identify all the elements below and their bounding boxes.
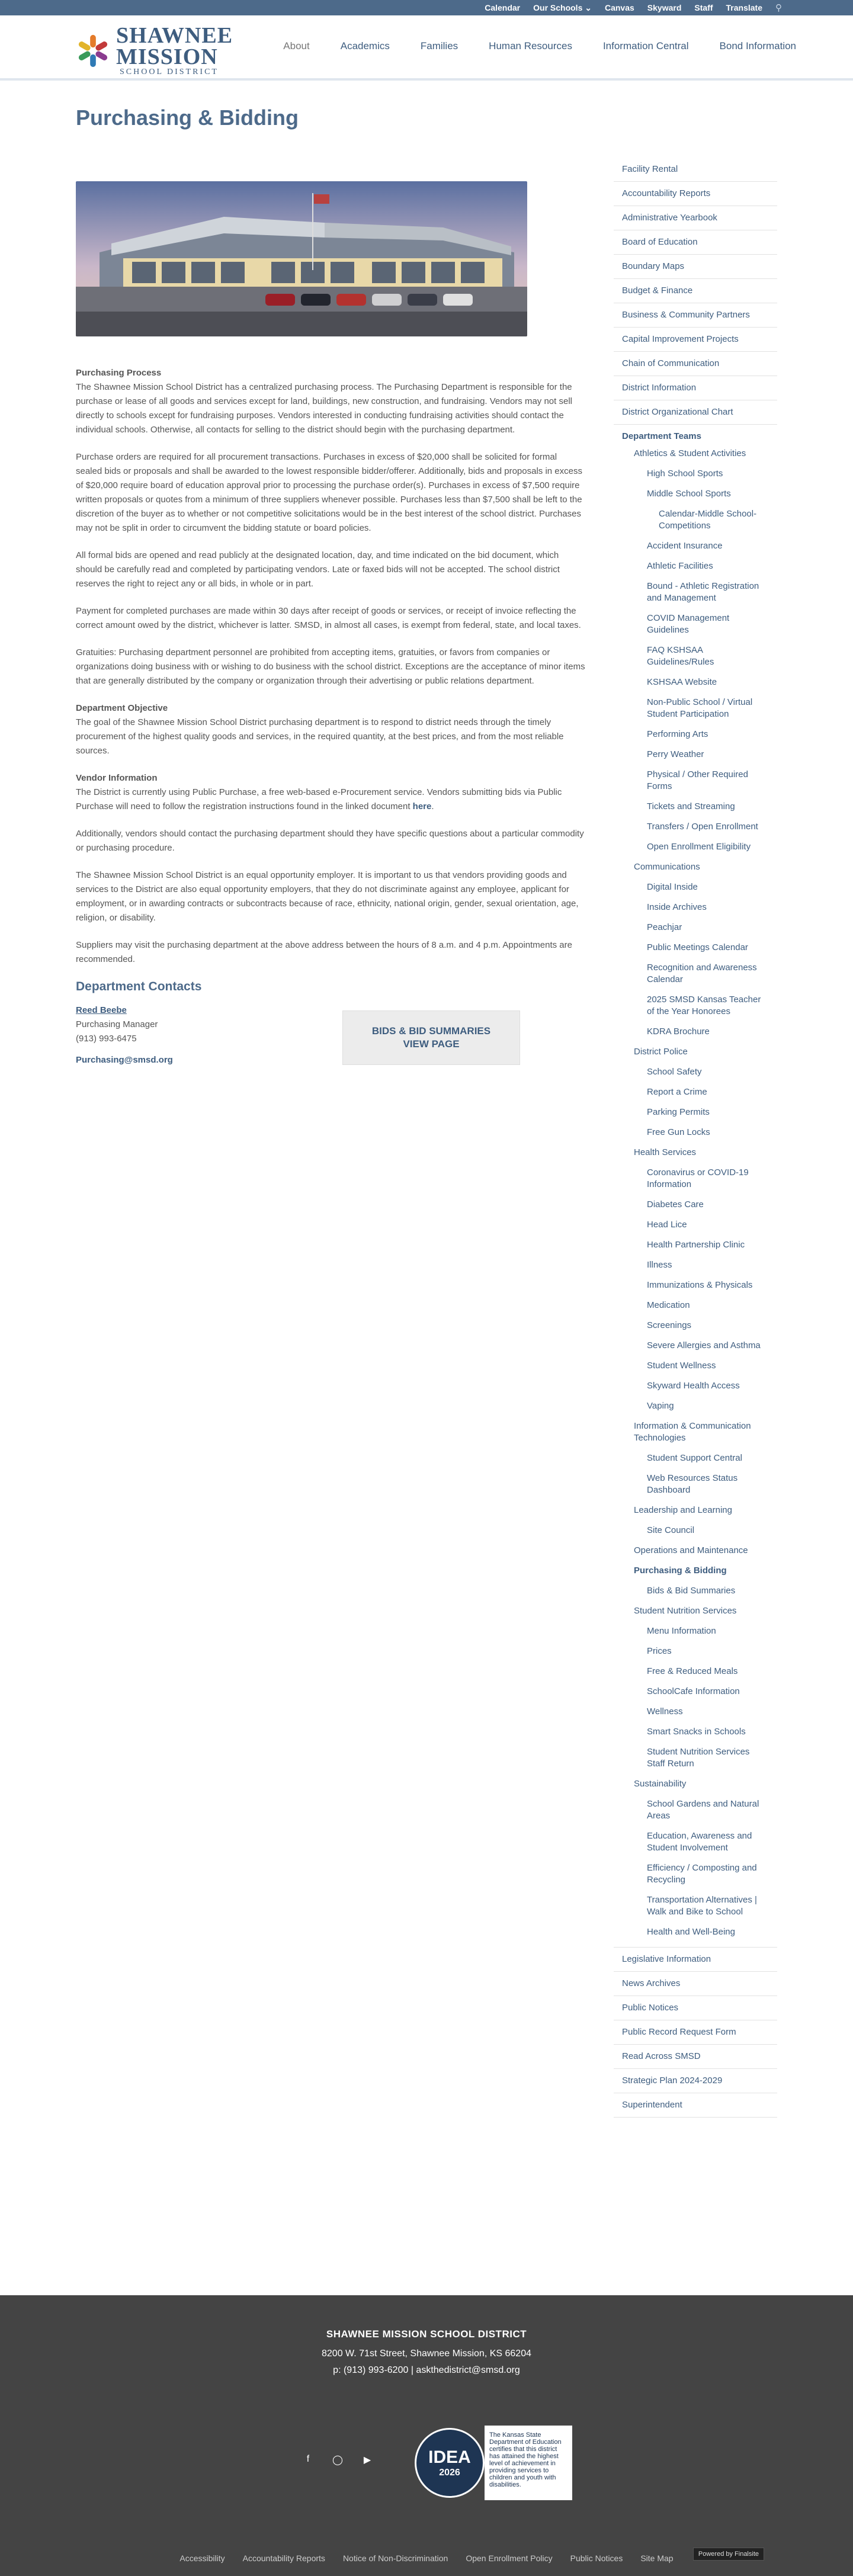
nav-families[interactable]: Families <box>420 40 458 52</box>
canvas-link[interactable]: Canvas <box>604 3 634 12</box>
nav-academics[interactable]: Academics <box>340 40 390 52</box>
contact-card <box>76 1003 342 1067</box>
sidebar-subitem[interactable]: Smart Snacks in Schools <box>647 1727 746 1737</box>
sidebar-subitem[interactable]: Report a Crime <box>647 1087 707 1097</box>
department-objective-heading: Department Objective <box>76 703 168 713</box>
sidebar-subitem[interactable]: Athletic Facilities <box>647 561 713 571</box>
sidebar-item[interactable]: Administrative Yearbook <box>614 206 777 230</box>
contact-email[interactable]: Purchasing@smsd.org <box>76 1055 173 1065</box>
sidebar-item[interactable]: Public Notices <box>614 1996 777 2020</box>
logo-line-1: SHAWNEE <box>116 23 233 48</box>
sidebar-subitem[interactable]: Free & Reduced Meals <box>647 1666 738 1676</box>
purchasing-process-text: The Shawnee Mission School District has a centralized purchasing process. The Purchasing Department is responsible for the purchase or lease of all goods and services except for land, buildings, new construction, and fundraising. Vendors may not sell directly to schools except for fundraising purposes. Vendors interested in conducting fundraising activities should contact the individual schools. Otherwise, all contacts for selling to the district should begin with the purchasing department. <box>76 382 572 435</box>
sidebar-subitem[interactable]: Vaping <box>647 1401 674 1411</box>
translate-link[interactable]: Translate <box>726 3 762 12</box>
site-footer <box>0 2295 853 2576</box>
sidebar-subitem[interactable]: Wellness <box>647 1706 683 1717</box>
department-objective-text: The goal of the Shawnee Mission School District purchasing department is to respond to district needs through the timely procurement of the highest quality goods and services, in the required quantity, at the best prices, and from the most reliable sources. <box>76 717 564 756</box>
sidebar-subitem[interactable]: Medication <box>647 1300 690 1310</box>
sidebar-subitem-communications[interactable]: Communications <box>634 862 700 872</box>
sidebar-subitem[interactable]: Efficiency / Composting and Recycling <box>647 1863 757 1885</box>
sidebar-subitem[interactable]: School Safety <box>647 1067 702 1077</box>
sidebar-subitem[interactable]: Bound - Athletic Registration and Management <box>647 581 759 603</box>
sidebar-subitem[interactable]: Open Enrollment Eligibility <box>647 842 751 852</box>
sidebar-item[interactable]: Business & Community Partners <box>614 303 777 328</box>
chevron-down-icon: ⌄ <box>585 2 592 12</box>
sidebar-subitem-operations[interactable]: Operations and Maintenance <box>634 1545 748 1555</box>
sidebar-subitem[interactable]: Tickets and Streaming <box>647 801 735 811</box>
sidebar-item[interactable]: Facility Rental <box>614 158 777 182</box>
sidebar-subitem[interactable]: Screenings <box>647 1320 692 1330</box>
sidebar-item[interactable]: Superintendent <box>614 2093 777 2118</box>
gratuities-paragraph: Gratuities: Purchasing department personnel are prohibited from accepting items, gratuities, or favors from companies or organizations doing business with or wishing to do business with the school district. Exceptions are the acceptance of minor items that are generally distributed by the company or organization through their advertising or public relations department. <box>76 647 585 686</box>
sidebar-subitem[interactable]: Site Council <box>647 1525 695 1535</box>
payment-paragraph: Payment for completed purchases are made within 30 days after receipt of goods or services, or receipt of invoice reflecting the correct amount owed by the district, whichever is latter. SMSD, in almost all cases, is exempt from federal, state, and local taxes. <box>76 606 581 630</box>
idea-award <box>415 2426 572 2500</box>
vendor-registration-link[interactable]: here <box>412 801 432 811</box>
logo-line-2: MISSION <box>116 44 218 69</box>
purchase-orders-paragraph: Purchase orders are required for all procurement transactions. Purchases in excess of $20,000 shall be solicited for formal sealed bids or proposals and shall be awarded to the lowest responsible bidder/offerer. Additionally, bids and proposals in excess of $20,000 require board of education approval prior to processing the purchase order(s). Purchases in excess of $7,500 require written proposals or quotes from a minimum of three suppliers whenever possible. Purchases less than $7,500 shall be left to the discretion of the buyer as to whether or not competitive solicitations would be in the best interest of the school district. Purchases may not be split in order to circumvent the bidding statute or board policies. <box>76 452 582 533</box>
logo-star-icon <box>76 34 110 68</box>
sidebar-subitem[interactable]: Education, Awareness and Student Involvement <box>647 1831 752 1853</box>
district-logo[interactable] <box>76 25 233 77</box>
footer-link[interactable]: Open Enrollment Policy <box>466 2553 553 2563</box>
sidebar-subitem[interactable]: Peachjar <box>647 922 682 932</box>
sidebar-subitem[interactable]: SchoolCafe Information <box>647 1686 740 1696</box>
sidebar-subitem[interactable]: School Gardens and Natural Areas <box>647 1799 759 1821</box>
bids-summaries-button[interactable] <box>342 1010 520 1065</box>
purchasing-process-heading: Purchasing Process <box>76 368 162 378</box>
sidebar-subitem[interactable]: FAQ KSHSAA Guidelines/Rules <box>647 645 714 667</box>
sidebar-subitem-sustainability[interactable]: Sustainability <box>634 1779 687 1789</box>
sidebar-subitem-health[interactable]: Health Services <box>634 1147 697 1157</box>
sidebar-subitem[interactable]: Recognition and Awareness Calendar <box>647 963 757 984</box>
sidebar-subitem[interactable]: Non-Public School / Virtual Student Participation <box>647 697 753 719</box>
main-content: Purchasing Process The Shawnee Mission School District has a centralized purchasing process. The Purchasing Department is responsible for the purchase or lease of all goods and services except for land, buildings, new construction, and fundraising. Vendors may not sell directly to schools except for fundraising purposes. Vendors interested in conducting fundraising activities should contact the individual schools. Otherwise, all contacts for selling to the district should begin with the purchasing department. Purchase orders are required for all procurement transactions. Purchases in excess of $20,000 shall be solicited for formal sealed bids or proposals and shall be awarded to the lowest responsible bidder/offerer. Additionally, bids and proposals in excess of $20,000 require board of education approval prior to processing the purchase order(s). Purchases in excess of $7,500 require written proposals or quotes from a minimum of three suppliers whenever possible. Purchases less than $7,500 shall be left to the discretion of the buyer as to whether or not competitive solicitations would be in the best interest of the school district. Purchases may not be split in order to circumvent the bidding statute or board policies. All formal bids are opened and read publicly at the designated location, day, and time indicated on the bid document, which should be carefully read and completed by participating vendors. Late or faxed bids will not be accepted. The school district reserves the right to reject any or all bids, in whole or in part. Payment for completed purchases are made within 30 days after receipt of goods or services, or receipt of invoice reflecting the correct amount owed by the district, whichever is latter. SMSD, in almost all cases, is exempt from federal, state, and local taxes. Gratuities: Purchasing department personnel are prohibited from accepting items, gratuities, or favors from companies or organizations doing business with or wishing to do business with the school district. Exceptions are the acceptance of minor items that are generally distributed by the company or organization through their advertising or public relations department. Department Objective The goal of the Shawnee Mission School District purchasing department is to respond to district needs through the timely procurement of the highest quality goods and services, in the required quantity, at the best prices, and from the most reliable sources. Vendor Information The District is currently using Public Purchase, a free web-based e-Procurement service. Vendors submitting bids via Public Purchase will need to follow the registration instructions found in the linked document here. Additionally, vendors should contact the purchasing department should they have specific questions about a particular commodity or purchasing procedure. The Shawnee Mission School District is an equal opportunity employer. It is important to us that vendors providing goods and services to the District are also equal opportunity employers, that they do not discriminate against any employee, applicant for employment, or in awarding contracts or subcontracts because of race, ethnicity, national origin, gender, sexual orientation, age, religion, or disability. Suppliers may visit the purchasing department at the above address between the hours of 8 a.m. and 4 p.m. Appointments are recommended. Department Contacts Reed Beebe Purchasing Manager (913) 993-6475 Purchasing@smsd.org BIDS & BID SUMMARIES VIEW PAGE <box>76 181 585 1067</box>
sidebar-subitem[interactable]: Head Lice <box>647 1220 687 1230</box>
idea-badge-title: IDEA <box>428 2447 471 2467</box>
sidebar-subitem[interactable]: KSHSAA Website <box>647 677 717 687</box>
sidebar-item[interactable]: Chain of Communication <box>614 352 777 376</box>
sidebar-subitem[interactable]: Perry Weather <box>647 749 704 759</box>
sidebar-subitem[interactable]: Student Nutrition Services Staff Return <box>647 1747 750 1769</box>
nav-information-central[interactable]: Information Central <box>602 40 689 52</box>
sidebar-subitem[interactable]: Performing Arts <box>647 729 708 739</box>
bids-button-line-2: VIEW PAGE <box>403 1038 460 1050</box>
idea-badge-year: 2026 <box>439 2468 460 2478</box>
idea-description: The Kansas State Department of Education certifies that this district has attained the highest level of achievement in providing services to children and youth with disabilities. <box>485 2426 572 2500</box>
sidebar-subitem[interactable]: Free Gun Locks <box>647 1127 710 1137</box>
page-title: Purchasing & Bidding <box>76 105 299 130</box>
nav-bond-information[interactable]: Bond Information <box>719 40 796 52</box>
formal-bids-paragraph: All formal bids are opened and read publicly at the designated location, day, and time indicated on the bid document, which should be carefully read and completed by participating vendors. Late or faxed bids will not be accepted. The school district reserves the right to reject any or all bids, in whole or in part. <box>76 550 560 589</box>
vendor-information-text: The District is currently using Public Purchase, a free web-based e-Procurement service. Vendors submitting bids via Public Purchase will need to follow the registration instructions found in the linked document <box>76 787 562 811</box>
social-links <box>302 2454 373 2466</box>
sidebar-item[interactable]: Accountability Reports <box>614 182 777 206</box>
sidebar-subitem[interactable]: COVID Management Guidelines <box>647 613 730 635</box>
sidebar-subitem[interactable]: Calendar-Middle School-Competitions <box>659 509 757 531</box>
sidebar-subitem[interactable]: Immunizations & Physicals <box>647 1280 753 1290</box>
footer-district-name: SHAWNEE MISSION SCHOOL DISTRICT <box>326 2328 527 2340</box>
footer-contact[interactable]: p: (913) 993-6200 | askthedistrict@smsd.org <box>333 2365 520 2375</box>
sidebar-subitem-athletics[interactable]: Athletics & Student Activities <box>634 448 746 458</box>
sidebar-item[interactable]: Capital Improvement Projects <box>614 328 777 352</box>
footer-link[interactable]: Notice of Non-Discrimination <box>342 2553 448 2563</box>
sidebar-subitem[interactable]: Physical / Other Required Forms <box>647 769 748 791</box>
utility-bar <box>0 0 853 15</box>
bids-button-line-1: BIDS & BID SUMMARIES <box>371 1025 491 1037</box>
sidebar-item[interactable]: Strategic Plan 2024-2029 <box>614 2069 777 2093</box>
nav-human-resources[interactable]: Human Resources <box>489 40 572 52</box>
contact-title: Purchasing Manager <box>76 1019 158 1029</box>
contact-name[interactable]: Reed Beebe <box>76 1005 127 1015</box>
nav-about[interactable]: About <box>283 40 310 52</box>
sidebar-subitem[interactable]: Menu Information <box>647 1626 716 1636</box>
sidebar-subitem[interactable]: KDRA Brochure <box>647 1026 710 1037</box>
sidebar-item[interactable]: District Organizational Chart <box>614 400 777 425</box>
sidebar-item-department-teams[interactable]: Department Teams <box>622 431 701 441</box>
sidebar-subitem-ict[interactable]: Information & Communication Technologies <box>634 1421 751 1443</box>
sidebar-nav <box>614 158 777 2118</box>
department-teams-submenu <box>614 444 777 1948</box>
sidebar-subitem[interactable]: Illness <box>647 1260 672 1270</box>
sidebar-subitem[interactable]: Middle School Sports <box>647 489 731 499</box>
sidebar-subitem[interactable]: Diabetes Care <box>647 1199 704 1210</box>
department-contacts-heading: Department Contacts <box>76 980 202 993</box>
youtube-icon[interactable]: ▶ <box>363 2455 371 2465</box>
logo-line-3: SCHOOL DISTRICT <box>120 68 219 76</box>
sidebar-subitem-nutrition[interactable]: Student Nutrition Services <box>634 1606 737 1616</box>
sidebar-subitem[interactable]: Transportation Alternatives | Walk and Bike to School <box>647 1895 757 1917</box>
sidebar-subitem[interactable]: Parking Permits <box>647 1107 710 1117</box>
footer-link[interactable]: Site Map <box>640 2553 674 2563</box>
skyward-link[interactable]: Skyward <box>647 3 682 12</box>
search-icon[interactable]: ⚲ <box>775 3 782 13</box>
building-photo <box>76 181 527 336</box>
sidebar-subitem[interactable]: 2025 SMSD Kansas Teacher of the Year Honorees <box>647 995 761 1016</box>
sidebar-subitem[interactable]: Health and Well-Being <box>647 1927 735 1937</box>
sidebar-subitem[interactable]: Accident Insurance <box>647 541 723 551</box>
sidebar-subitem[interactable]: Severe Allergies and Asthma <box>647 1340 761 1350</box>
sidebar-subitem-purchasing-active[interactable]: Purchasing & Bidding <box>634 1566 727 1576</box>
site-header <box>0 15 853 81</box>
vendor-information-heading: Vendor Information <box>76 773 158 783</box>
sidebar-subitem[interactable]: Digital Inside <box>647 882 698 892</box>
sidebar-subitem[interactable]: Skyward Health Access <box>647 1381 740 1391</box>
sidebar-subitem[interactable]: Public Meetings Calendar <box>647 942 748 952</box>
footer-link[interactable]: Accountability Reports <box>242 2553 325 2563</box>
sidebar-item[interactable]: Budget & Finance <box>614 279 777 303</box>
sidebar-subitem[interactable]: Transfers / Open Enrollment <box>647 822 758 832</box>
sidebar-item[interactable]: Board of Education <box>614 230 777 255</box>
our-schools-label: Our Schools <box>533 2 583 12</box>
sidebar-item[interactable]: News Archives <box>614 1972 777 1996</box>
sidebar-subitem[interactable]: Web Resources Status Dashboard <box>647 1473 738 1495</box>
sidebar-item[interactable]: District Information <box>614 376 777 400</box>
sidebar-item[interactable]: Public Record Request Form <box>614 2020 777 2045</box>
contact-phone: (913) 993-6475 <box>76 1034 137 1044</box>
our-schools-link[interactable] <box>533 3 592 13</box>
sidebar-subitem[interactable]: Inside Archives <box>647 902 707 912</box>
staff-link[interactable]: Staff <box>694 3 713 12</box>
sidebar-subitem[interactable]: Bids & Bid Summaries <box>647 1586 736 1596</box>
facebook-icon[interactable]: f <box>306 2454 310 2464</box>
sidebar-item[interactable]: Read Across SMSD <box>614 2045 777 2069</box>
footer-link[interactable]: Accessibility <box>179 2553 225 2563</box>
calendar-link[interactable]: Calendar <box>485 3 521 12</box>
main-nav <box>268 40 812 52</box>
footer-link[interactable]: Public Notices <box>570 2553 623 2563</box>
sidebar-subitem-leadership[interactable]: Leadership and Learning <box>634 1505 732 1515</box>
sidebar-subitem[interactable]: Student Wellness <box>647 1361 716 1371</box>
sidebar-subitem[interactable]: Health Partnership Clinic <box>647 1240 745 1250</box>
sidebar-subitem[interactable]: Coronavirus or COVID-19 Information <box>647 1167 749 1189</box>
vendor-contact-paragraph: Additionally, vendors should contact the purchasing department should they have specific questions about a particular commodity or purchasing procedure. <box>76 829 584 853</box>
equal-opportunity-paragraph: The Shawnee Mission School District is an equal opportunity employer. It is important to us that vendors providing goods and services to the District are also equal opportunity employers, that they do not discriminate against any employee, applicant for employment, or in awarding contracts or subcontracts because of race, ethnicity, national origin, gender, sexual orientation, age, religion, or disability. <box>76 870 579 923</box>
visiting-hours-paragraph: Suppliers may visit the purchasing department at the above address between the hours of 8 a.m. and 4 p.m. Appointments are recommended. <box>76 940 572 964</box>
instagram-icon[interactable]: ◯ <box>332 2455 343 2465</box>
sidebar-subitem[interactable]: High School Sports <box>647 469 723 479</box>
powered-by-badge[interactable]: Powered by Finalsite <box>693 2548 764 2561</box>
sidebar-item[interactable]: Legislative Information <box>614 1948 777 1972</box>
sidebar-subitem[interactable]: Prices <box>647 1646 672 1656</box>
idea-badge-icon <box>415 2428 485 2498</box>
footer-address: 8200 W. 71st Street, Shawnee Mission, KS 66204 <box>322 2349 531 2359</box>
sidebar-subitem[interactable]: Student Support Central <box>647 1453 742 1463</box>
sidebar-item[interactable]: Boundary Maps <box>614 255 777 279</box>
sidebar-subitem-police[interactable]: District Police <box>634 1047 688 1057</box>
